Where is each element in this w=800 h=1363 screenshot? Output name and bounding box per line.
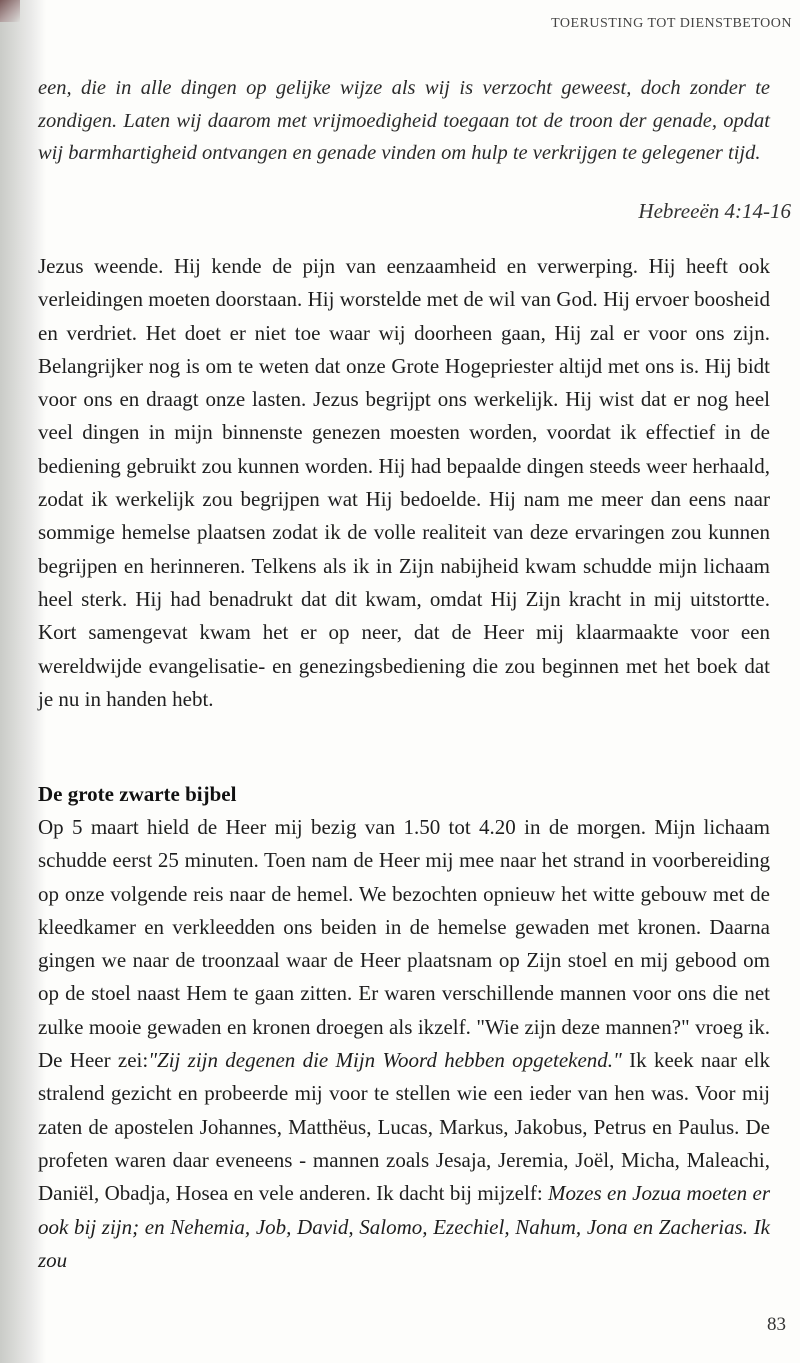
finger-shadow <box>0 0 20 22</box>
paragraph-1: Jezus weende. Hij kende de pijn van eenzaamheid en verwerping. Hij heeft ook verleidingen moeten doorstaan. Hij worstelde met de wil van God. Hij ervoer boosheid en verdriet. Het doet er niet toe waar wij doorheen gaan, Hij zal er voor ons zijn. Belangrijker nog is om te weten dat onze Grote Hogepriester altijd met ons is. Hij bidt voor ons en draagt onze lasten. Jezus begrijpt ons werkelijk. Hij wist dat er nog heel veel dingen in mijn binnenste genezen moesten worden, voordat ik effectief in de bediening gebruikt zou kunnen worden. Hij had bepaalde dingen steeds weer herhaald, zodat ik werkelijk zou begrijpen wat Hij bedoelde. Hij nam me meer dan eens naar sommige hemelse plaatsen zodat ik de volle realiteit van deze ervaringen zou kunnen begrijpen en herinneren. Telkens als ik in Zijn nabijheid kwam schudde mijn lichaam heel sterk. Hij had benadrukt dat dit kwam, omdat Hij Zijn kracht in mij uitstortte. Kort samengevat kwam het er op neer, dat de Heer mij klaarmaakte voor een wereldwijde evangelisatie- en genezingsbediening die zou beginnen met het boek dat je nu in handen hebt. <box>38 254 770 711</box>
scripture-quote <box>38 72 770 170</box>
quote-reference: Hebreeën 4:14-16 <box>638 199 791 223</box>
paragraph-2 <box>38 811 770 1277</box>
paragraph-2-italic-quote: "Zij zijn degenen die Mijn Woord hebben opgetekend." <box>148 1048 622 1073</box>
paragraph-2-text-b: Ik keek naar elk stralend gezicht en probeerde mij voor te stellen wie een ieder van hen was. Voor mij zaten de apostelen Johannes, Matthëus, Lucas, Markus, Jakobus, Petrus en Paulus. De profeten waren daar eveneens - mannen zoals Jesaja, Jeremia, Joël, Micha, Maleachi, Daniël, Obadja, Hosea en vele anderen. Ik dacht bij mijzelf: <box>38 1048 770 1206</box>
quote-text: een, die in alle dingen op gelijke wijze als wij is verzocht geweest, doch zonder te zondigen. Laten wij daarom met vrijmoedigheid toegaan tot de troon der genade, opdat wij barmhartigheid ontvangen en genade vinden om hulp te verkrijgen te gelegener tijd. <box>38 77 770 164</box>
running-head: TOERUSTING TOT DIENSTBETOON <box>551 16 792 31</box>
section-heading: De grote zwarte bijbel <box>38 782 237 806</box>
paragraph-2-italic-thought: Mozes en Jozua moeten er ook bij zijn; en Nehemia, Job, David, Salomo, Ezechiel, Nahum, Jona en Zacherias. Ik zou <box>38 1181 771 1272</box>
page-number: 83 <box>767 1314 786 1335</box>
paragraph-2-text-a: Op 5 maart hield de Heer mij bezig van 1.50 tot 4.20 in de morgen. Mijn lichaam schudde eerst 25 minuten. Toen nam de Heer mij mee naar het strand in voorbereiding op onze volgende reis naar de hemel. We bezochten opnieuw het witte gebouw met de kleedkamer en verkleedden ons beiden in de hemelse gewaden met kronen. Daarna gingen we naar de troonzaal waar de Heer plaatsnam op Zijn stoel en mij gebood om op de stoel naast Hem te gaan zitten. Er waren verschillende mannen voor ons die net zulke mooie gewaden en kronen droegen als ikzelf. "Wie zijn deze mannen?" vroeg ik. De Heer zei: <box>38 815 770 1073</box>
